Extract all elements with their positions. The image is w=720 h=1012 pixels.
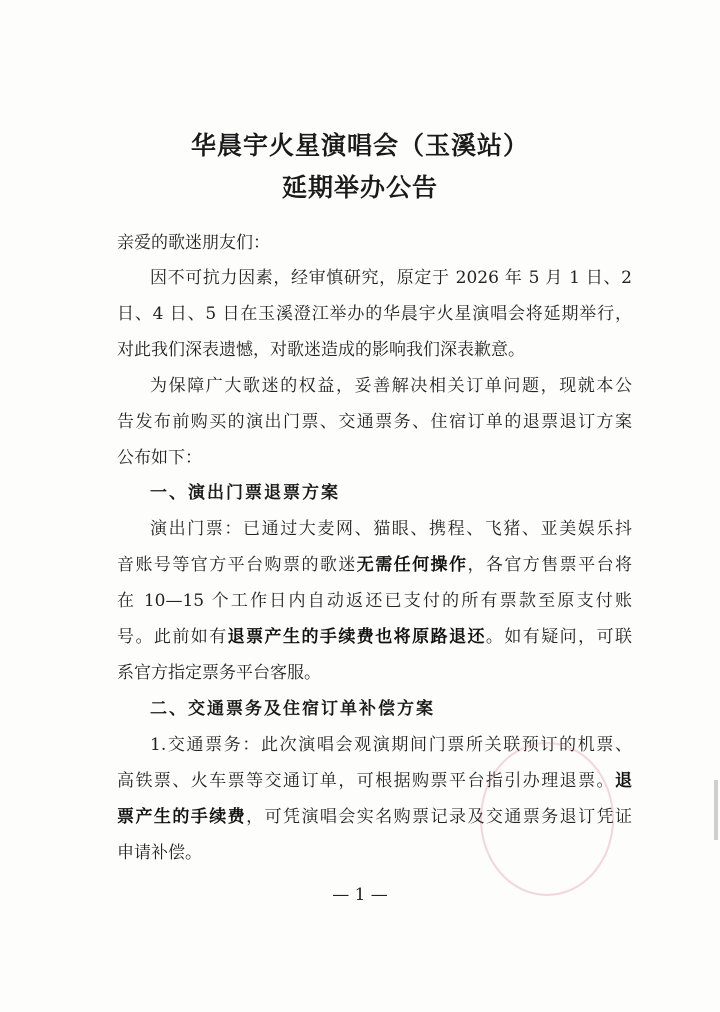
emphasis-fee-refund: 退票产生的手续费也将原路退还 (227, 627, 486, 647)
scan-edge-mark (714, 780, 718, 840)
emphasis-fee-start: 退 (615, 771, 632, 791)
section-1-line-4: 号。此前如有退票产生的手续费也将原路退还。如有疑问，可联 (117, 627, 633, 647)
section-1-line-2: 音账号等官方平台购票的歌迷无需任何操作，各官方售票平台将 (117, 555, 633, 575)
paragraph-2-line-3: 公布如下： (117, 448, 202, 468)
section-1-line-5: 系官方指定票务平台客服。 (117, 663, 321, 683)
emphasis-fee-end: 票产生的手续费 (117, 807, 247, 827)
paragraph-1-line-2: 日、4 日、5 日在玉溪澄江举办的华晨宇火星演唱会将延期举行， (117, 304, 632, 324)
salutation: 亲爱的歌迷朋友们： (117, 233, 270, 253)
paragraph-1-line-3: 对此我们深表遗憾，对歌迷造成的影响我们深表歉意。 (117, 340, 525, 360)
paragraph-2-line-1: 为保障广大歌迷的权益，妥善解决相关订单问题，现就本公 (150, 376, 632, 396)
section-2-heading: 二、交通票务及住宿订单补偿方案 (150, 699, 435, 719)
title-line-1: 华晨宇火星演唱会（玉溪站） (190, 131, 529, 160)
section-2-line-1: 1.交通票务：此次演唱会观演期间门票所关联预订的机票、 (150, 735, 632, 755)
paragraph-2-line-2: 告发布前购买的演出门票、交通票务、住宿订单的退票退订方案 (117, 412, 632, 432)
section-1-line-3: 在 10—15 个工作日内自动返还已支付的所有票款至原支付账 (117, 591, 632, 611)
emphasis-no-action: 无需任何操作 (356, 555, 468, 575)
section-1-heading: 一、演出门票退票方案 (150, 483, 340, 503)
paragraph-1-line-1: 因不可抗力因素，经审慎研究，原定于 2026 年 5 月 1 日、2 (150, 268, 632, 288)
page-number: — 1 — (332, 885, 388, 905)
section-2-line-3: 票产生的手续费，可凭演唱会实名购票记录及交通票务退订凭证 (117, 807, 633, 827)
title-line-2: 延期举办公告 (281, 173, 438, 202)
section-2-line-4: 申请补偿。 (117, 843, 202, 863)
section-1-line-1: 演出门票：已通过大麦网、猫眼、携程、飞猪、亚美娱乐抖 (150, 519, 632, 539)
section-2-line-2: 高铁票、火车票等交通订单，可根据购票平台指引办理退票。退 (117, 771, 632, 791)
